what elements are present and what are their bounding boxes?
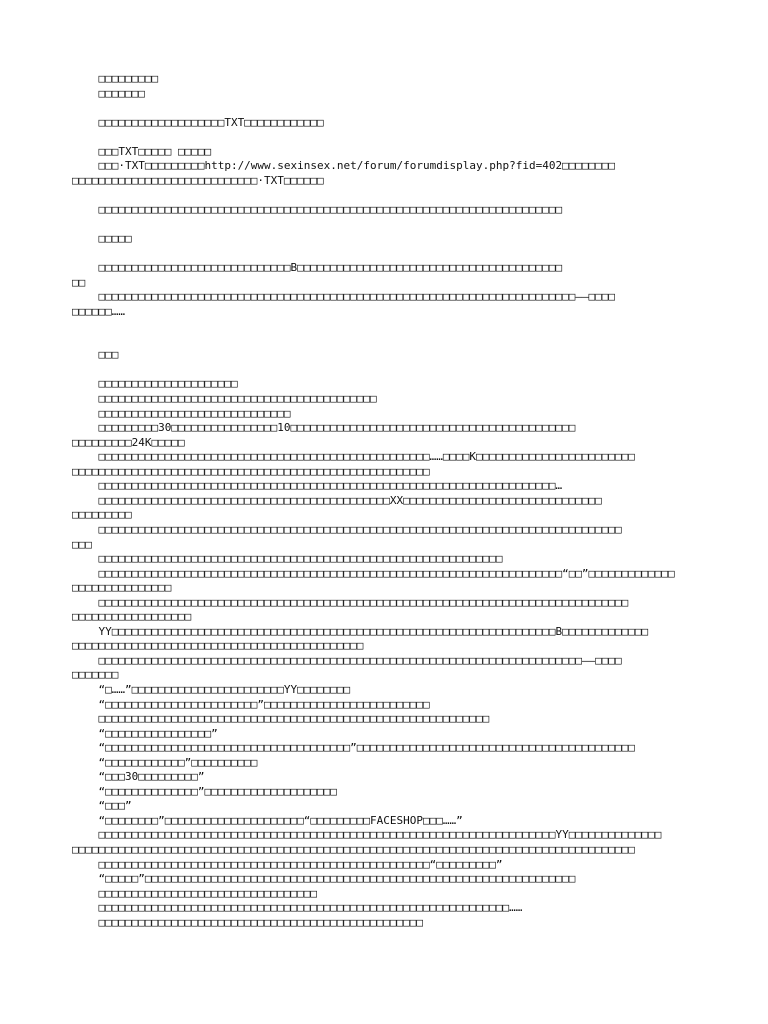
text-line: □□□ — [72, 537, 92, 551]
text-line: “□□□□□□□□□□□□□□□□” — [72, 726, 218, 740]
text-line: □□□□□□□□□□□□□□□□□□□□□□□□□□□□·TXT□□□□□□ — [72, 173, 324, 187]
text-line: □□□□□□□□□□□□□□□□□□□□□□□□□□□□□□□□□□□□□□□□□□□□□□□□□□“□□□□□□□□□” — [72, 857, 503, 871]
text-line: □□□TXT□□□□□ □□□□□ — [72, 144, 212, 158]
blank-line — [72, 101, 700, 116]
text-line: □□□□□□□□□□□□□□□□□□ — [72, 610, 192, 624]
text-line: YY□□□□□□□□□□□□□□□□□□□□□□□□□□□□□□□□□□□□□□□□□□□□□□□□□□□□□□□□□□□□□□□□□□□B□□□□□□□□□□□□□ — [72, 624, 649, 638]
text-line: “□□□□□□□□□□□□”□□□□□□□□□□ — [72, 755, 258, 769]
text-line: □□□□□□□□□ — [72, 508, 132, 522]
blank-line — [72, 130, 700, 145]
text-line: □□□□□□□□□□□□□□□□□□□□□□□□□□□□□□□□□□□□□□□□□□□□XX□□□□□□□□□□□□□□□□□□□□□□□□□□□□□□ — [72, 493, 602, 507]
text-line: □□□□□□□□□□□□□□□□□□□□□□□□□□□□□B□□□□□□□□□□□□□□□□□□□□□□□□□□□□□□□□□□□□□□□□ — [72, 261, 563, 275]
text-line: □□□□□□□ — [72, 86, 145, 100]
text-line: □□□□□□□□□□□□□□□□□□□□□□□□□□□□□□□□□□□□□□□□□□□□□□□□□□□□□□ — [72, 464, 430, 478]
text-line: “□□□□□□□□□□□□□□□□□□□□□□□”□□□□□□□□□□□□□□□□□□□□□□□□□ — [72, 697, 430, 711]
text-line: □□□□□□□□□ — [72, 72, 159, 85]
text-line: □□□□□□□□□□□□□□□□□□□□□□□□□□□□□□□□□□□□□□□□□□□□□□□□□□□□□□□□□□□□□□□□□□□□□YY□□□□□□□□□□□□□□ — [72, 828, 662, 842]
text-line: □□□□□□□□□□□□□□□□□□□□□□□□□□□□□□□□□□□□□□□□□□□□□□□□□ — [72, 915, 423, 929]
text-line: □□□ — [72, 348, 119, 362]
text-line: □□□□□□□□□24K□□□□□ — [72, 435, 185, 449]
text-line: □□□□□□□□□30□□□□□□□□□□□□□□□□10□□□□□□□□□□□□□□□□□□□□□□□□□□□□□□□□□□□□□□□□□□□ — [72, 421, 576, 435]
text-line: □□□□□□□□□□□□□□□□□□□□□□□□□□□□□□□□□□□□□□□□□□□□ — [72, 639, 364, 653]
blank-line — [72, 188, 700, 203]
text-line: “□□□□□□□□□□□□□□”□□□□□□□□□□□□□□□□□□□□ — [72, 784, 337, 798]
blank-line — [72, 247, 700, 262]
text-line: □□□□□ — [72, 232, 132, 246]
text-line: □□□□□□□□□□□□□□□□□□□□□□□□□□□□□□□□□□□□□□□□□□□□□□□□□□……□□□□K□□□□□□□□□□□□□□□□□□□□□□□□ — [72, 450, 635, 464]
text-line: “□□□” — [72, 799, 132, 813]
text-line: □□□□□□□□□□□□□□□ — [72, 581, 172, 595]
text-line: □□□□□□□□□□□□□□□□□□□□□□□□□□□□□□□□□□□□□□□□□□ — [72, 392, 377, 406]
blank-line — [72, 319, 700, 334]
text-line: □□□□□□□□□□□□□□□□□□□□□□□□□□□□□□□□□□□□□□□□□□□□□□□□□□□□□□□□□□□□□□□□□□□□□□□□□□□□□□□□ — [72, 595, 629, 609]
text-line: □□□□□□□□□□□□□□□□□□□□□□□□□□□□□ — [72, 406, 291, 420]
text-line: □□□□□□□□□□□□□□□□□□□□□□□□□□□□□□□□□□□□□□□□□□□□□□□□□□□□□□□□□□□□□□□□□□□□□□□□□——□□□□ — [72, 653, 622, 667]
text-line: □□□□□□□□□□□□□□□□□□□□□ — [72, 377, 238, 391]
text-line: □□□·TXT□□□□□□□□□http://www.sexinsex.net/forum/forumdisplay.php?fid=402□□□□□□□□ — [72, 159, 616, 173]
text-line: □□□□□□□□□□□□□□□□□□□□□□□□□□□□□□□□□□□□□□□□□□□□□□□□□□□□□□□□□□□□□□□□□□□□□□□□□□□□□□□□□□□□□ — [72, 842, 635, 856]
text-line: □□□□□□□□□□□□□□□□□□□□□□□□□□□□□□□□□□□□□□□□□□□□□□□□□□□□□□□□□□□□□ — [72, 552, 503, 566]
text-line: □□□□□□□□□□□□□□□□□□□□□□□□□□□□□□□□□□□□□□□□□□□□□□□□□□□□□□□□□□□□□□□□□□□□□□ — [72, 202, 563, 216]
blank-line — [72, 217, 700, 232]
blank-line — [72, 334, 700, 349]
text-line: □□ — [72, 275, 86, 289]
text-line: □□□□□□□□□□□□□□□□□□□□□□□□□□□□□□□□□ — [72, 886, 318, 900]
text-line: □□□□□□□□□□□□□□□□□□□□□□□□□□□□□□□□□□□□□□□□□□□□□□□□□□□□□□□□□□□□□□…… — [72, 901, 523, 915]
text-line: □□□□□□□□□□□□□□□□□□□TXT□□□□□□□□□□□□ — [72, 115, 324, 129]
text-line: “□□□□□”□□□□□□□□□□□□□□□□□□□□□□□□□□□□□□□□□□□□□□□□□□□□□□□□□□□□□□□□□□□□□□□□□ — [72, 872, 576, 886]
text-line: □□□□□□□□□□□□□□□□□□□□□□□□□□□□□□□□□□□□□□□□□□□□□□□□□□□□□□□□□□□□□□□□□□□□□… — [72, 479, 563, 493]
text-line: “□□□□□□□□”□□□□□□□□□□□□□□□□□□□□□“□□□□□□□□□FACESHOP□□□……” — [72, 813, 463, 827]
text-line: “□□□30□□□□□□□□□” — [72, 770, 205, 784]
text-line: □□□□□□□□□□□□□□□□□□□□□□□□□□□□□□□□□□□□□□□□□□□□□□□□□□□□□□□□□□□ — [72, 712, 490, 726]
text-line: □□□□□□…… — [72, 304, 125, 318]
text-line: □□□□□□□□□□□□□□□□□□□□□□□□□□□□□□□□□□□□□□□□□□□□□□□□□□□□□□□□□□□□□□□□□□□□□□□□□□□□□□□ — [72, 522, 622, 536]
text-line: □□□□□□□□□□□□□□□□□□□□□□□□□□□□□□□□□□□□□□□□□□□□□□□□□□□□□□□□□□□□□□□□□□□□□□□□——□□□□ — [72, 290, 616, 304]
blank-line — [72, 363, 700, 378]
text-line: “□……”□□□□□□□□□□□□□□□□□□□□□□□YY□□□□□□□□ — [72, 682, 351, 696]
text-line: □□□□□□□□□□□□□□□□□□□□□□□□□□□□□□□□□□□□□□□□□□□□□□□□□□□□□□□□□□□□□□□□□□□□□□“□□”□□□□□□□□□□□□□ — [72, 566, 675, 580]
text-line: □□□□□□□ — [72, 668, 119, 682]
document-body — [72, 72, 700, 930]
text-line: “□□□□□□□□□□□□□□□□□□□□□□□□□□□□□□□□□□□□□”□□□□□□□□□□□□□□□□□□□□□□□□□□□□□□□□□□□□□□□□□□ — [72, 741, 635, 755]
